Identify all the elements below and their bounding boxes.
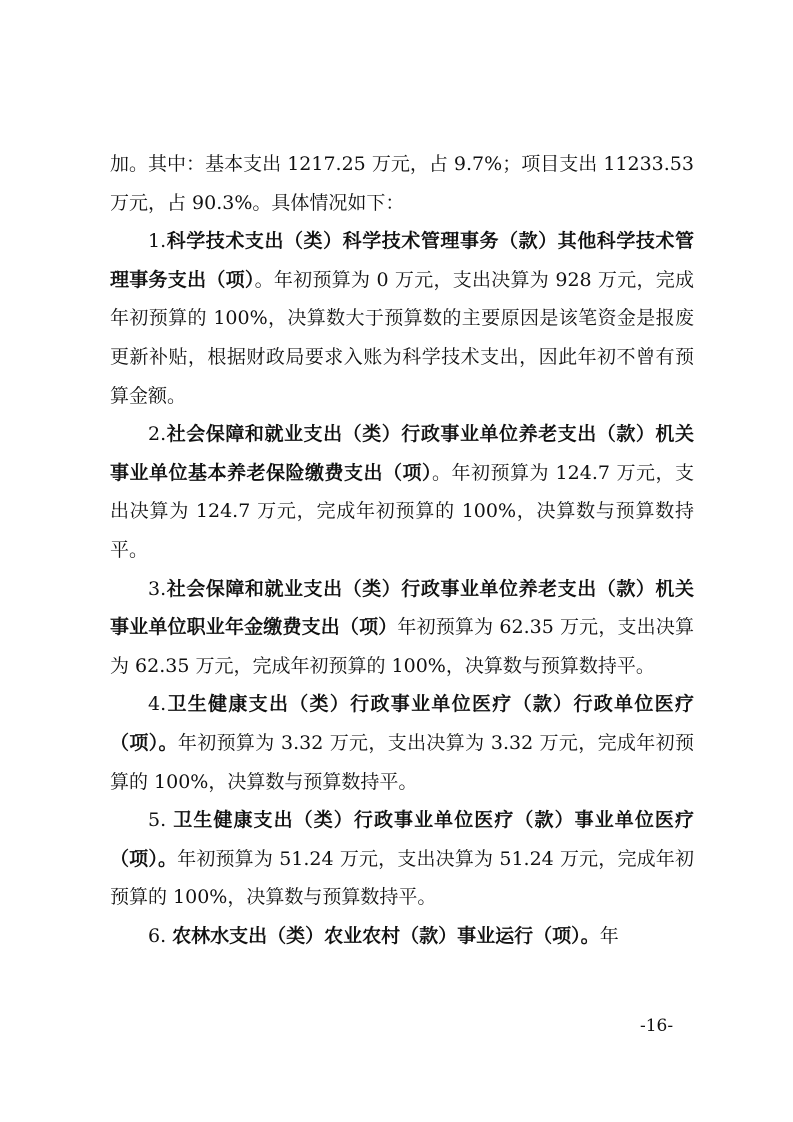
paragraph-intro: [110, 145, 694, 222]
paragraph-item-6: [110, 917, 694, 956]
paragraph-heading: 卫生健康支出（类）行政事业单位医疗（款）行政单位医疗（项）。: [110, 693, 694, 754]
paragraph-number: 6.: [148, 924, 173, 947]
paragraph-number: 3.: [148, 577, 167, 600]
paragraph-number: 2.: [148, 423, 167, 446]
document-body: [110, 145, 694, 955]
paragraph-text: 年初预算为 62.35 万元，支出决算为 62.35 万元，完成年初预算的 100%，决算数与预算数持平。: [110, 616, 694, 677]
paragraph-number: 1.: [148, 230, 167, 253]
paragraph-item-2: [110, 415, 694, 569]
paragraph-heading: 农林水支出（类）农业农村（款）事业运行（项）。: [172, 924, 600, 947]
paragraph-text: 加。其中：基本支出 1217.25 万元，占 9.7%；项目支出 11233.53 万元，占 90.3%。具体情况如下：: [110, 153, 694, 214]
paragraph-heading: 社会保障和就业支出（类）行政事业单位养老支出（款）机关事业单位职业年金缴费支出（项）: [110, 577, 694, 639]
paragraph-number: 5.: [148, 809, 174, 832]
paragraph-item-4: [110, 685, 694, 801]
paragraph-item-3: [110, 570, 694, 686]
page-number: -16-: [640, 1016, 674, 1036]
paragraph-item-1: [110, 222, 694, 415]
paragraph-heading: 社会保障和就业支出（类）行政事业单位养老支出（款）机关事业单位基本养老保险缴费支出（项）: [110, 423, 694, 484]
paragraph-text: 。年初预算为 124.7 万元，支出决算为 124.7 万元，完成年初预算的 100%，决算数与预算数持平。: [110, 461, 694, 561]
paragraph-text: 年: [599, 924, 619, 947]
paragraph-text: 年初预算为 51.24 万元，支出决算为 51.24 万元，完成年初预算的 100%，决算数与预算数持平。: [110, 847, 694, 909]
paragraph-item-5: [110, 801, 694, 917]
paragraph-number: 4.: [148, 693, 167, 716]
paragraph-heading: 科学技术支出（类）科学技术管理事务（款）其他科学技术管理事务支出（项）: [110, 230, 694, 291]
paragraph-text: 年初预算为 3.32 万元，支出决算为 3.32 万元，完成年初预算的 100%，决算数与预算数持平。: [110, 731, 694, 793]
paragraph-text: 。年初预算为 0 万元，支出决算为 928 万元，完成年初预算的 100%，决算数大于预算数的主要原因是该笔资金是报废更新补贴，根据财政局要求入账为科学技术支出，因此年初不曾有预算金额。: [110, 268, 694, 407]
paragraph-heading: 卫生健康支出（类）行政事业单位医疗（款）事业单位医疗（项）。: [110, 809, 694, 870]
